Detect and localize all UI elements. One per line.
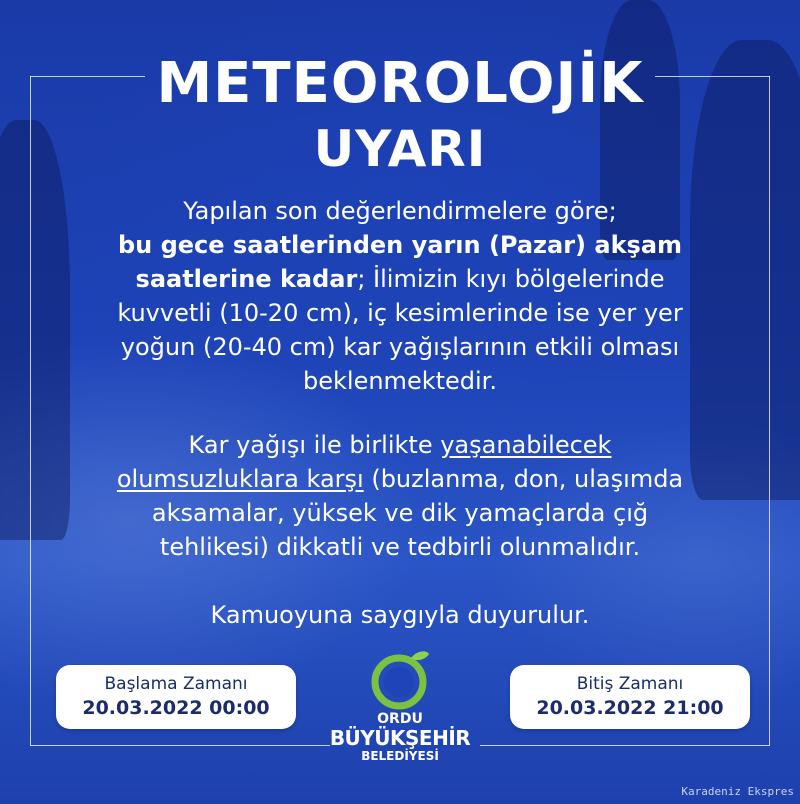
start-time-value: 20.03.2022 00:00	[82, 697, 270, 719]
text-line: kuvvetli (10-20 cm), iç kesimlerinde ise yer yer	[117, 299, 683, 327]
logo-ring-icon	[365, 648, 435, 710]
watermark: Karadeniz Ekspres	[681, 785, 794, 798]
text-line	[40, 428, 760, 462]
frame-line	[30, 745, 330, 746]
end-time-box	[510, 665, 750, 729]
end-time-label: Bitiş Zamanı	[576, 674, 684, 694]
underlined-text: yaşanabilecek	[440, 431, 612, 459]
title-line-2: UYARI	[313, 120, 487, 178]
start-time-box	[56, 665, 296, 729]
text-line	[40, 462, 760, 496]
underlined-text: olumsuzluklara karşı	[116, 465, 364, 493]
announcement-closing: Kamuoyuna saygıyla duyurulur.	[210, 601, 590, 629]
logo-text-belediyesi: BELEDİYESİ	[361, 749, 439, 763]
bold-text: saatlerine kadar	[135, 265, 358, 293]
end-time-value: 20.03.2022 21:00	[536, 697, 724, 719]
paragraph-forecast	[40, 194, 760, 398]
text-line: beklenmektedir.	[303, 367, 497, 395]
text-line: tehlikesi) dikkatli ve tedbirli olunmalıdır.	[159, 533, 641, 561]
paragraph-caution	[40, 428, 760, 564]
text-line	[40, 262, 760, 296]
frame-line	[480, 745, 770, 746]
text: ; İlimizin kıyı bölgelerinde	[357, 265, 665, 293]
text: Kar yağışı ile birlikte	[188, 431, 441, 459]
text-line: yoğun (20-40 cm) kar yağışlarının etkili olması	[120, 333, 680, 361]
text-line: aksamalar, yüksek ve dik yamaçlarda çığ	[151, 499, 649, 527]
logo-text-ordu: ORDU	[377, 711, 423, 727]
text: (buzlanma, don, ulaşımda	[363, 465, 684, 493]
text-line: Yapılan son değerlendirmelere göre;	[183, 197, 617, 225]
municipality-logo	[325, 648, 475, 788]
start-time-label: Başlama Zamanı	[104, 674, 248, 694]
logo-text-buyuksehir: BÜYÜKŞEHİR	[329, 726, 471, 750]
text-line: bu gece saatlerinden yarın (Pazar) akşam	[117, 231, 683, 259]
title-line-1: METEOROLOJİK	[156, 51, 644, 116]
